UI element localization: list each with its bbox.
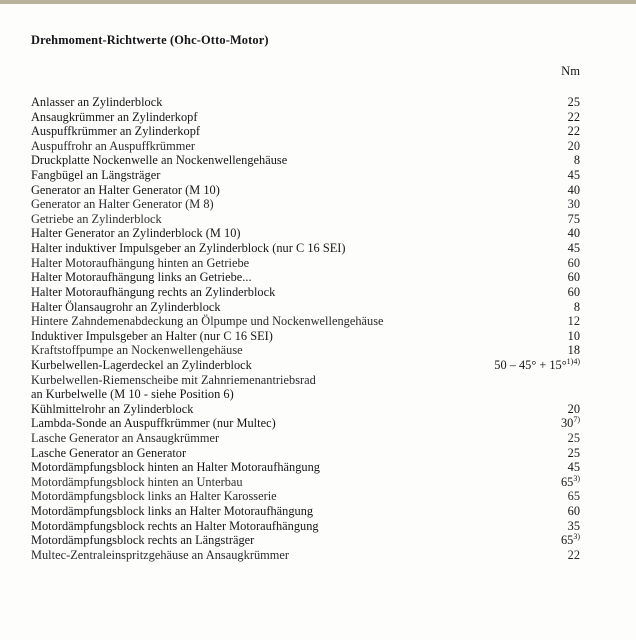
- footnote-marker: 3): [573, 473, 580, 483]
- table-row: [0, 183, 636, 198]
- spec-description: Kraftstoffpumpe an Nockenwellengehäuse: [31, 343, 243, 358]
- spec-description: Halter induktiver Impulsgeber an Zylinderblock (nur C 16 SEI): [31, 241, 346, 256]
- spec-torque-value: 60: [567, 504, 580, 519]
- spec-torque-value: 25: [567, 95, 580, 109]
- table-row: [0, 431, 636, 446]
- table-row: [0, 314, 636, 329]
- page-title: Drehmoment-Richtwerte (Ohc-Otto-Motor): [31, 33, 269, 47]
- table-row: [0, 212, 636, 227]
- spec-torque-value: 65$^{3)}$: [560, 473, 580, 489]
- spec-description: Kühlmittelrohr an Zylinderblock: [31, 401, 194, 416]
- spec-description: Auspuffkrümmer an Zylinderkopf: [31, 124, 201, 139]
- spec-description: Halter Motoraufhängung hinten an Getriebe: [31, 255, 250, 270]
- table-row: [0, 402, 636, 417]
- spec-torque-value: 30$^{7)}$: [560, 415, 580, 431]
- spec-description: Motordämpfungsblock rechts an Längsträger: [31, 533, 255, 548]
- spec-description: Lasche Generator an Ansaugkrümmer: [31, 431, 220, 446]
- spec-description: an Kurbelwelle (M 10 - siehe Position 6): [31, 387, 234, 402]
- footnote-marker: 7): [573, 415, 580, 425]
- spec-description: Halter Ölansaugrohr an Zylinderblock: [31, 299, 221, 314]
- table-row: [0, 285, 636, 300]
- spec-description: Druckplatte Nockenwelle an Nockenwellengehäuse: [31, 153, 288, 168]
- spec-description: Getriebe an Zylinderblock: [31, 211, 162, 226]
- spec-torque-value: 18: [567, 343, 580, 358]
- spec-torque-value: 8: [573, 299, 580, 314]
- spec-description: Halter Generator an Zylinderblock (M 10): [31, 226, 241, 241]
- table-row: [0, 329, 636, 344]
- spec-torque-value: 25: [567, 431, 580, 446]
- table-row: [0, 489, 636, 504]
- spec-description: Lambda-Sonde an Auspuffkrümmer (nur Multec): [31, 416, 276, 431]
- spec-torque-value: 65: [567, 489, 580, 504]
- table-row: [0, 460, 636, 475]
- spec-torque-value: 60: [567, 284, 580, 299]
- spec-description: Motordämpfungsblock rechts an Halter Motoraufhängung: [31, 518, 319, 533]
- spec-description: Hintere Zahndemenabdeckung an Ölpumpe und Nockenwellengehäuse: [31, 314, 384, 329]
- table-row: [0, 416, 636, 431]
- spec-description: Multec-Zentraleinspritzgehäuse an Ansaugkrümmer: [31, 547, 290, 562]
- spec-torque-value: 65$^{3)}$: [560, 532, 580, 548]
- spec-description: Halter Motoraufhängung links an Getriebe...: [31, 270, 252, 285]
- table-row: [0, 168, 636, 183]
- table-row: [0, 270, 636, 285]
- spec-torque-value: 60: [567, 270, 580, 285]
- spec-description: Ansaugkrümmer an Zylinderkopf: [31, 109, 198, 124]
- table-row: [0, 548, 636, 563]
- spec-torque-value: 20: [567, 401, 580, 416]
- spec-torque-value: 35: [567, 518, 580, 533]
- spec-description: Motordämpfungsblock links an Halter Motoraufhängung: [31, 504, 314, 519]
- spec-torque-value: 40: [567, 182, 580, 197]
- spec-torque-value: 10: [567, 328, 580, 343]
- table-row: [0, 139, 636, 154]
- spec-torque-value: 8: [573, 153, 580, 168]
- table-row: [0, 226, 636, 241]
- spec-torque-value: 40: [567, 226, 580, 241]
- spec-description: Induktiver Impulsgeber an Halter (nur C 16 SEI): [31, 328, 273, 343]
- spec-torque-value: 30: [567, 197, 580, 212]
- spec-torque-value: 45: [567, 241, 580, 256]
- table-row: [0, 197, 636, 212]
- spec-torque-value: 22: [567, 109, 580, 124]
- table-row: [0, 446, 636, 461]
- spec-description: Fangbügel an Längsträger: [31, 168, 161, 183]
- table-row: [0, 300, 636, 315]
- spec-description: Halter Motoraufhängung rechts an Zylinderblock: [31, 284, 276, 299]
- spec-torque-value: 22: [567, 547, 580, 562]
- table-row: [0, 153, 636, 168]
- spec-torque-value: 45: [567, 168, 580, 183]
- spec-description: Lasche Generator an Generator: [31, 445, 187, 460]
- unit-column-header: Nm: [561, 64, 580, 78]
- spec-torque-value: 25: [567, 445, 580, 460]
- spec-description: Auspuffrohr an Auspuffkrümmer: [31, 138, 195, 153]
- table-row: [0, 124, 636, 139]
- table-row: [0, 95, 636, 110]
- spec-description: Motordämpfungsblock hinten an Unterbau: [31, 474, 243, 489]
- spec-description: Generator an Halter Generator (M 8): [31, 197, 214, 212]
- table-row: [0, 343, 636, 358]
- table-row: [0, 519, 636, 534]
- spec-torque-value: 50 – 45° + 15°$^{1)4)}$: [494, 356, 580, 372]
- table-row: [0, 475, 636, 490]
- spec-torque-value: 60: [567, 255, 580, 270]
- spec-description: Anlasser an Zylinderblock: [31, 95, 163, 109]
- spec-description: Kurbelwellen-Riemenscheibe mit Zahnriemenantriebsrad: [31, 372, 316, 387]
- spec-torque-value: 20: [567, 138, 580, 153]
- spec-description: Kurbelwellen-Lagerdeckel an Zylinderblock: [31, 357, 252, 372]
- footnote-marker: 3): [573, 532, 580, 542]
- spec-torque-value: 12: [567, 314, 580, 329]
- spec-torque-value: 75: [567, 211, 580, 226]
- table-row: [0, 373, 636, 388]
- spec-torque-value: 45: [567, 460, 580, 475]
- table-row: [0, 256, 636, 271]
- footnote-marker: 1)4): [566, 356, 580, 366]
- spec-description: Generator an Halter Generator (M 10): [31, 182, 220, 197]
- spec-torque-value: 22: [567, 124, 580, 139]
- table-row: [0, 241, 636, 256]
- spec-description: Motordämpfungsblock links an Halter Karosserie: [31, 489, 277, 504]
- table-row: [0, 504, 636, 519]
- table-row: [0, 387, 636, 402]
- torque-spec-table: [0, 95, 636, 563]
- table-row: [0, 110, 636, 125]
- spec-description: Motordämpfungsblock hinten an Halter Motoraufhängung: [31, 460, 320, 475]
- table-row: [0, 533, 636, 548]
- table-row: [0, 358, 636, 373]
